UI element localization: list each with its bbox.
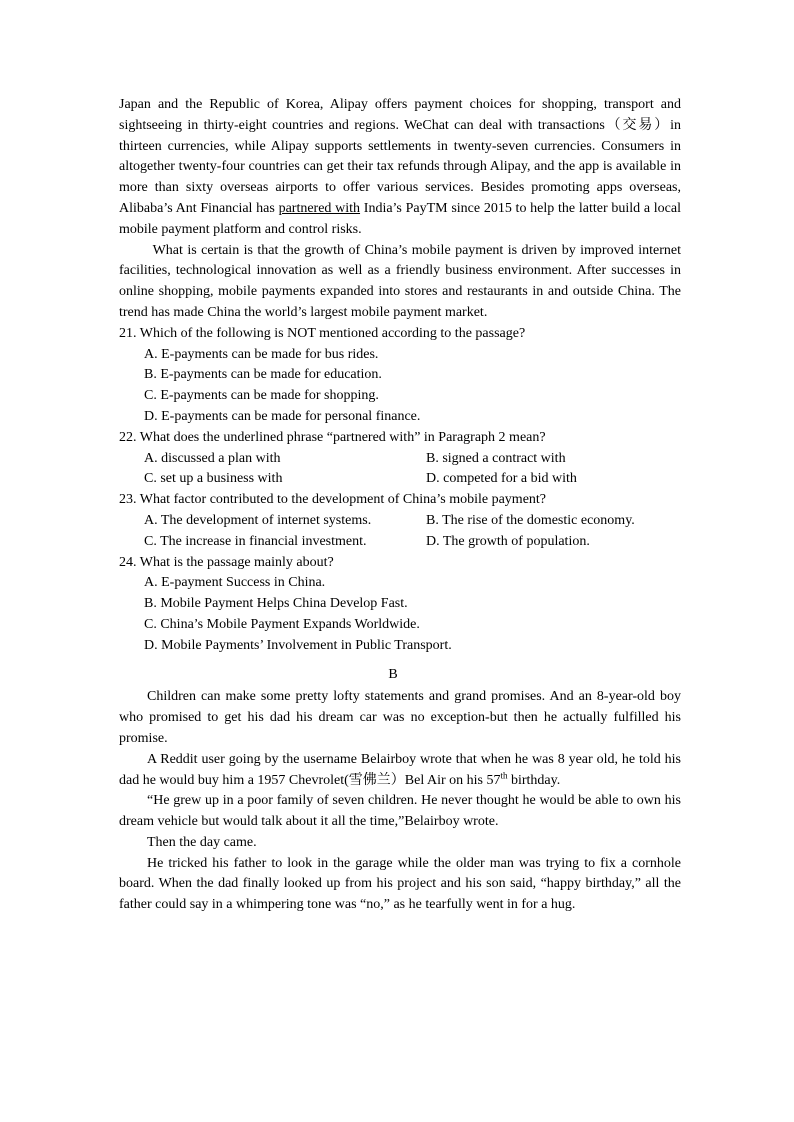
option-b: B. The rise of the domestic economy. — [426, 512, 635, 528]
option-c: C. E-payments can be made for shopping. — [144, 388, 379, 404]
option-b: B. signed a contract with — [426, 450, 566, 466]
passage-a-paragraph-2: What is certain is that the growth of China’s mobile payment is driven by improved internet facilities, technological innovation as well as a friendly business environment. After successes in online shopping, mobile payments expanded into stores and restaurants in and outside China. The trend has made China the world’s largest mobile payment market. — [119, 242, 681, 320]
question-21 — [119, 324, 681, 428]
option-b: B. Mobile Payment Helps China Develop Fast. — [144, 596, 408, 612]
options-row — [119, 511, 681, 532]
question-stem: 21. Which of the following is NOT mentioned according to the passage? — [119, 325, 526, 341]
passage-b-paragraph-5: He tricked his father to look in the garage while the older man was trying to fix a cornhole board. When the dad finally looked up from his project and his son said, “happy birthday,” all the father could say in a whimpering tone was “no,” as he tearfully went in for a hug. — [119, 855, 681, 913]
option-c: C. China’s Mobile Payment Expands Worldwide. — [144, 616, 420, 632]
option-a: A. The development of internet systems. — [144, 512, 372, 528]
passage-a-p1-text-start: Japan and the Republic of Korea, Alipay offers payment choices for shopping, transport and sightseeing in thirty-eight countries and regions. WeChat can deal with transactions（交易）in thirteen currencies, while Alipay supports settlements in twenty-seven currencies. Consumers in altogether twenty-four countries can get their tax refunds through Alipay, and the app is available in more than sixty overseas airports to offer various services. Besides promoting apps overseas, Alibaba’s Ant Financial has — [119, 97, 681, 216]
question-stem: 24. What is the passage mainly about? — [119, 554, 334, 570]
option-a: A. E-payments can be made for bus rides. — [144, 346, 379, 362]
option-d: D. E-payments can be made for personal finance. — [144, 408, 421, 424]
option-c: C. set up a business with — [144, 471, 283, 487]
option-d: D. competed for a bid with — [426, 471, 577, 487]
option-a: A. discussed a plan with — [144, 450, 281, 466]
document-page — [119, 95, 681, 916]
question-stem: 22. What does the underlined phrase “partnered with” in Paragraph 2 mean? — [119, 429, 546, 445]
question-24 — [119, 553, 681, 657]
section-b-heading: B — [388, 666, 398, 682]
passage-b-paragraph-4: Then the day came. — [147, 834, 257, 850]
question-stem: 23. What factor contributed to the development of China’s mobile payment? — [119, 492, 547, 508]
passage-b-paragraph-2 — [119, 750, 681, 792]
question-22 — [119, 428, 681, 490]
question-23 — [119, 490, 681, 552]
options-row — [119, 469, 681, 490]
passage-b-paragraph-3: “He grew up in a poor family of seven children. He never thought he would be able to own his dream vehicle but would talk about it all the time,”Belairboy wrote. — [119, 793, 681, 830]
option-b: B. E-payments can be made for education. — [144, 367, 382, 383]
option-d: D. Mobile Payments’ Involvement in Public Transport. — [144, 637, 452, 653]
option-a: A. E-payment Success in China. — [144, 575, 326, 591]
passage-b-p2-text-end: birthday. — [507, 772, 561, 788]
options-row — [119, 449, 681, 470]
passage-b-p2-text-start: A Reddit user going by the username Belairboy wrote that when he was 8 year old, he told his dad he would buy him a 1957 Chevrolet(雪佛兰）Bel Air on his 57 — [119, 751, 681, 788]
passage-a-paragraph-1 — [119, 95, 681, 241]
option-d: D. The growth of population. — [426, 533, 590, 549]
options-row — [119, 532, 681, 553]
passage-b-paragraph-1: Children can make some pretty lofty statements and grand promises. And an 8-year-old boy who promised to get his dad his dream car was no exception-but then he actually fulfilled his promise. — [119, 689, 681, 746]
passage-a-p1-text-end: India’s PayTM since 2015 to help the latter build a local mobile payment platform and control risks. — [119, 200, 681, 237]
option-c: C. The increase in financial investment. — [144, 533, 367, 549]
underlined-phrase: partnered with — [278, 200, 361, 216]
superscript-th: th — [500, 769, 508, 780]
